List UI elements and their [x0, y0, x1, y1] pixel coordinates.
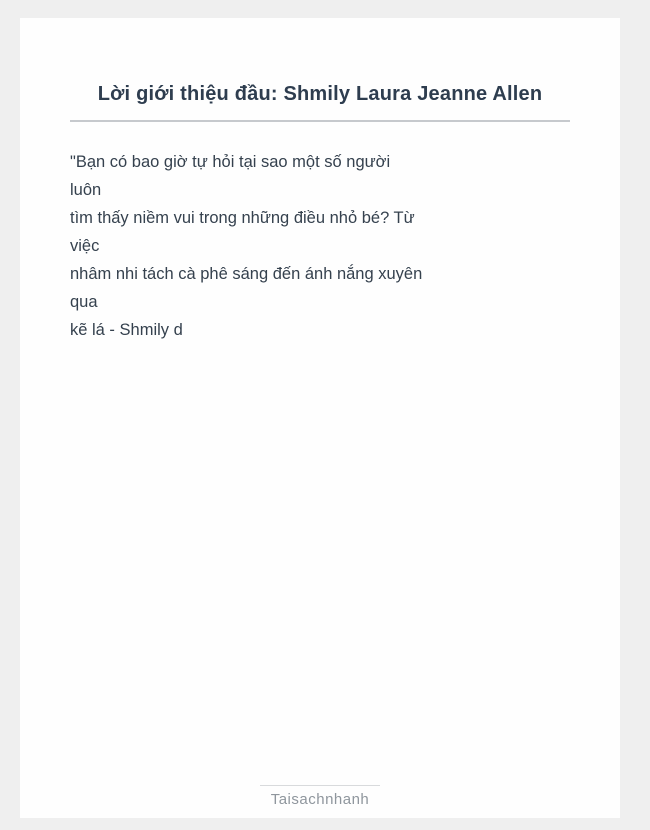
body-line: "Bạn có bao giờ tự hỏi tại sao một số người — [70, 153, 391, 171]
document-content — [20, 80, 620, 344]
page-title: Lời giới thiệu đầu: Shmily Laura Jeanne Allen — [97, 83, 543, 105]
footer — [20, 785, 620, 810]
body-paragraph — [70, 148, 570, 344]
body-line: việc — [70, 237, 100, 255]
body-line: qua — [70, 293, 98, 311]
body-line: luôn — [70, 181, 102, 199]
body-line: tìm thấy niềm vui trong những điều nhỏ bé? Từ — [70, 209, 415, 227]
footer-divider — [260, 785, 380, 786]
title-divider — [70, 120, 570, 122]
body-line: nhâm nhi tách cà phê sáng đến ánh nắng xuyên — [70, 265, 423, 283]
body-line: kẽ lá - Shmily d — [70, 321, 183, 339]
document-card — [20, 18, 620, 818]
footer-brand: Taisachnhanh — [270, 791, 370, 808]
